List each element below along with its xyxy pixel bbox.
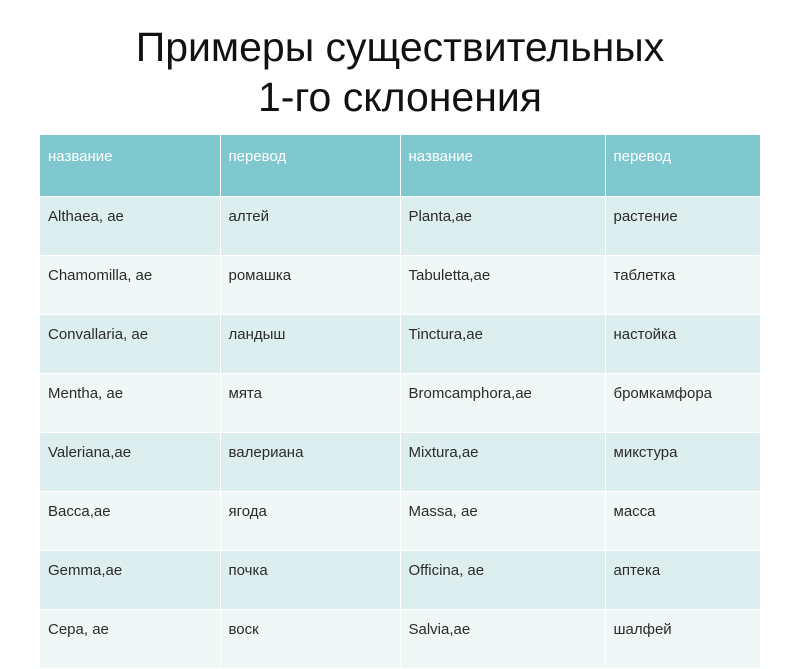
nouns-table xyxy=(40,135,760,669)
latin-noun-cell: Officina, ae xyxy=(400,551,605,610)
translation-cell: растение xyxy=(605,197,760,256)
translation-cell: ромашка xyxy=(220,256,400,315)
table-row xyxy=(40,551,760,610)
translation-cell: алтей xyxy=(220,197,400,256)
translation-cell: аптека xyxy=(605,551,760,610)
latin-noun-cell: Bacca,ae xyxy=(40,492,220,551)
table-row xyxy=(40,610,760,669)
translation-cell: бромкамфора xyxy=(605,374,760,433)
translation-cell: ландыш xyxy=(220,315,400,374)
table-row xyxy=(40,197,760,256)
table-row xyxy=(40,433,760,492)
table-header-row xyxy=(40,135,760,197)
translation-cell: мята xyxy=(220,374,400,433)
translation-cell: ягода xyxy=(220,492,400,551)
latin-noun-cell: Salvia,ae xyxy=(400,610,605,669)
latin-noun-cell: Mixtura,ae xyxy=(400,433,605,492)
latin-noun-cell: Bromcamphora,ae xyxy=(400,374,605,433)
latin-noun-cell: Mentha, ae xyxy=(40,374,220,433)
translation-cell: микстура xyxy=(605,433,760,492)
latin-noun-cell: Tabuletta,ae xyxy=(400,256,605,315)
slide-title-line-1: Примеры существительных xyxy=(135,24,665,70)
latin-noun-cell: Tinctura,ae xyxy=(400,315,605,374)
translation-cell: почка xyxy=(220,551,400,610)
slide-title xyxy=(0,22,800,122)
slide-title-line-2: 1-го склонения xyxy=(258,74,542,120)
table-row xyxy=(40,492,760,551)
latin-noun-cell: Convallaria, ae xyxy=(40,315,220,374)
latin-noun-cell: Gemma,ae xyxy=(40,551,220,610)
translation-cell: валериана xyxy=(220,433,400,492)
translation-cell: масса xyxy=(605,492,760,551)
latin-noun-cell: Massa, ae xyxy=(400,492,605,551)
translation-cell: шалфей xyxy=(605,610,760,669)
header-translation-2: перевод xyxy=(605,135,760,197)
latin-noun-cell: Chamomilla, ae xyxy=(40,256,220,315)
table-row xyxy=(40,374,760,433)
header-name-1: название xyxy=(40,135,220,197)
translation-cell: настойка xyxy=(605,315,760,374)
translation-cell: воск xyxy=(220,610,400,669)
latin-noun-cell: Planta,ae xyxy=(400,197,605,256)
latin-noun-cell: Cepa, ae xyxy=(40,610,220,669)
latin-noun-cell: Valeriana,ae xyxy=(40,433,220,492)
table-row xyxy=(40,315,760,374)
header-name-2: название xyxy=(400,135,605,197)
latin-noun-cell: Althaea, ae xyxy=(40,197,220,256)
table-row xyxy=(40,256,760,315)
header-translation-1: перевод xyxy=(220,135,400,197)
translation-cell: таблетка xyxy=(605,256,760,315)
